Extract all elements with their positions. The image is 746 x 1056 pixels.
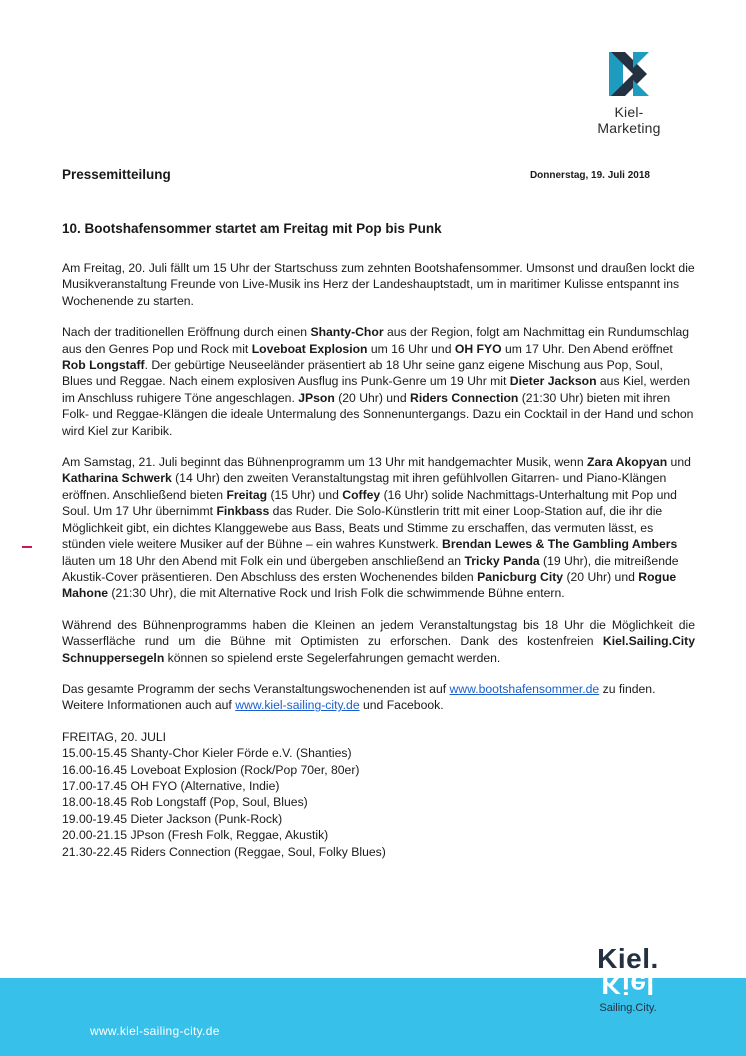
text-run: aus der Region, folgt am Nachmittag ein Rundumschlag aus den Genres Pop und Rock mit	[62, 325, 690, 356]
bold-name: Finkbass	[216, 504, 270, 519]
text-run: zu finden. Weitere Informationen auch auf	[62, 681, 656, 713]
bold-name: OH FYO	[454, 341, 502, 356]
bold-name: Dieter Jackson	[509, 374, 597, 389]
link[interactable]: www.bootshafensommer.de	[449, 681, 600, 696]
schedule-item: 18.00-18.45 Rob Longstaff (Pop, Soul, Blues)	[62, 795, 308, 810]
bold-name: Shanty-Chor	[310, 325, 384, 340]
text-run: und	[667, 455, 691, 470]
bold-name: Tricky Panda	[464, 553, 540, 568]
text-run: das Ruder. Die Solo-Künstlerin tritt mit einer Loop-Station auf, die ihr die Möglichkeit gibt, ein dichtes Klanggewebe aus Bass, Beats und Stimme zu erschaffen, das vermuten lässt, es stünden viele weitere Musiker auf der Bühne – ein wahres Kunstwerk.	[62, 504, 663, 552]
text-run: können so spielend erste Segelerfahrungen gemacht werden.	[164, 650, 501, 665]
paragraph-4	[62, 617, 695, 666]
kiel-logo-top: Kiel.	[597, 943, 659, 974]
text-run: um 17 Uhr. Den Abend eröffnet	[501, 341, 673, 356]
schedule-item: 21.30-22.45 Riders Connection (Reggae, Soul, Folky Blues)	[62, 844, 386, 859]
headline: 10. Bootshafensommer startet am Freitag mit Pop bis Punk	[62, 221, 442, 236]
bold-name: Brendan Lewes & The Gambling Ambers	[442, 537, 678, 552]
bold-name: Rogue Mahone	[62, 569, 677, 601]
bold-name: Coffey	[342, 487, 381, 502]
press-date: Donnerstag, 19. Juli 2018	[529, 170, 650, 181]
schedule	[62, 729, 695, 860]
bold-name: Freitag	[226, 487, 268, 502]
kiel-marketing-logo	[584, 48, 674, 136]
kiel-sailing-city-logo	[588, 943, 668, 1014]
margin-mark	[22, 546, 32, 548]
paragraph-3	[62, 454, 695, 602]
text-run: (20 Uhr) und	[334, 390, 411, 405]
bold-name: Panicburg City	[477, 569, 564, 584]
text-run: . Der gebürtige Neuseeländer präsentiert ab 18 Uhr seine ganz eigene Mischung aus Pop, Soul, Blues und Reggae. Nach einem explosiven Ausflug ins Punk-Genre um 19 Uhr mit	[62, 358, 663, 389]
bold-name: Zara Akopyan	[587, 455, 668, 470]
schedule-item: 20.00-21.15 JPson (Fresh Folk, Reggae, Akustik)	[62, 828, 329, 843]
text-run: Am Samstag, 21. Juli beginnt das Bühnenprogramm um 13 Uhr mit handgemachter Musik, wenn	[62, 455, 587, 470]
kiel-logo-tagline: Sailing.City.	[599, 1002, 657, 1014]
schedule-heading: FREITAG, 20. JULI	[62, 729, 167, 744]
paragraph-2	[62, 324, 695, 439]
text-run: läuten um 18 Uhr den Abend mit Folk ein und übergeben anschließend an	[62, 553, 465, 568]
schedule-item: 16.00-16.45 Loveboat Explosion (Rock/Pop 70er, 80er)	[62, 762, 360, 777]
footer-url[interactable]: www.kiel-sailing-city.de	[90, 1024, 220, 1038]
text-run: (16 Uhr) solide Nachmittags-Unterhaltung mit Pop und Soul. Um 17 Uhr übernimmt	[62, 487, 677, 519]
schedule-item: 15.00-15.45 Shanty-Chor Kieler Förde e.V. (Shanties)	[62, 746, 352, 761]
paragraph-5	[62, 681, 695, 714]
schedule-item: 19.00-19.45 Dieter Jackson (Punk-Rock)	[62, 811, 283, 826]
schedule-item: 17.00-17.45 OH FYO (Alternative, Indie)	[62, 778, 280, 793]
text-run: Während des Bühnenprogramms haben die Kleinen an jedem Veranstaltungstag bis 18 Uhr die Möglichkeit die Wasserfläche rund um die Bühne mit Optimisten zu erforschen. Dank des kostenfreien	[62, 617, 695, 649]
kiel-logo-reflection: Kiel	[601, 969, 655, 1000]
bold-name: Kiel.Sailing.City Schnuppersegeln	[62, 634, 695, 665]
bold-name: Loveboat Explosion	[251, 341, 368, 356]
paragraph-1: Am Freitag, 20. Juli fällt um 15 Uhr der Startschuss zum zehnten Bootshafensommer. Umsonst und draußen lockt die Musikveranstaltung Freunde von Live-Musik ins Herz der Landeshauptstadt, um in maritimer Kulisse entspannt ins Wochenende zu starten.	[62, 261, 695, 308]
text-run: (15 Uhr) und	[267, 487, 343, 502]
text-run: und Facebook.	[359, 698, 444, 713]
article-body	[62, 260, 695, 860]
text-run: Nach der traditionellen Eröffnung durch einen	[62, 325, 311, 340]
text-run: um 16 Uhr und	[367, 341, 455, 356]
bold-name: JPson	[298, 390, 335, 405]
text-run: (20 Uhr) und	[563, 569, 639, 584]
link[interactable]: www.kiel-sailing-city.de	[235, 698, 360, 713]
schedule-list	[62, 745, 695, 860]
kiel-marketing-k-icon	[603, 48, 655, 100]
text-run: aus Kiel, werden im Anschluss ruhigere Töne angeschlagen.	[62, 374, 691, 405]
bold-name: Riders Connection	[410, 390, 519, 405]
kiel-marketing-wordmark: Kiel-Marketing	[597, 104, 661, 136]
bold-name: Rob Longstaff	[62, 358, 145, 373]
text-run: (14 Uhr) den zweiten Veranstaltungstag mit ihren gefühlvollen Gitarren- und Piano-Klängen eröffnen. Anschließend bieten	[62, 471, 667, 502]
text-run: (21:30 Uhr) bieten mit ihren Folk- und Reggae-Klängen die ideale Untermalung des Sonnenuntergangs. Dazu ein Cocktail in der Hand und schon wird Kiel zur Karibik.	[62, 390, 694, 438]
text-run: (21:30 Uhr), die mit Alternative Rock und Irish Folk die schwimmende Bühne entern.	[108, 586, 565, 601]
text-run: Das gesamte Programm der sechs Veranstaltungswochenenden ist auf	[62, 681, 450, 696]
bold-name: Katharina Schwerk	[62, 471, 172, 486]
press-release-label: Pressemitteilung	[62, 167, 171, 182]
text-run: (19 Uhr), die mitreißende Akustik-Cover präsentieren. Den Abschluss des ersten Wochenendes bilden	[62, 553, 679, 584]
